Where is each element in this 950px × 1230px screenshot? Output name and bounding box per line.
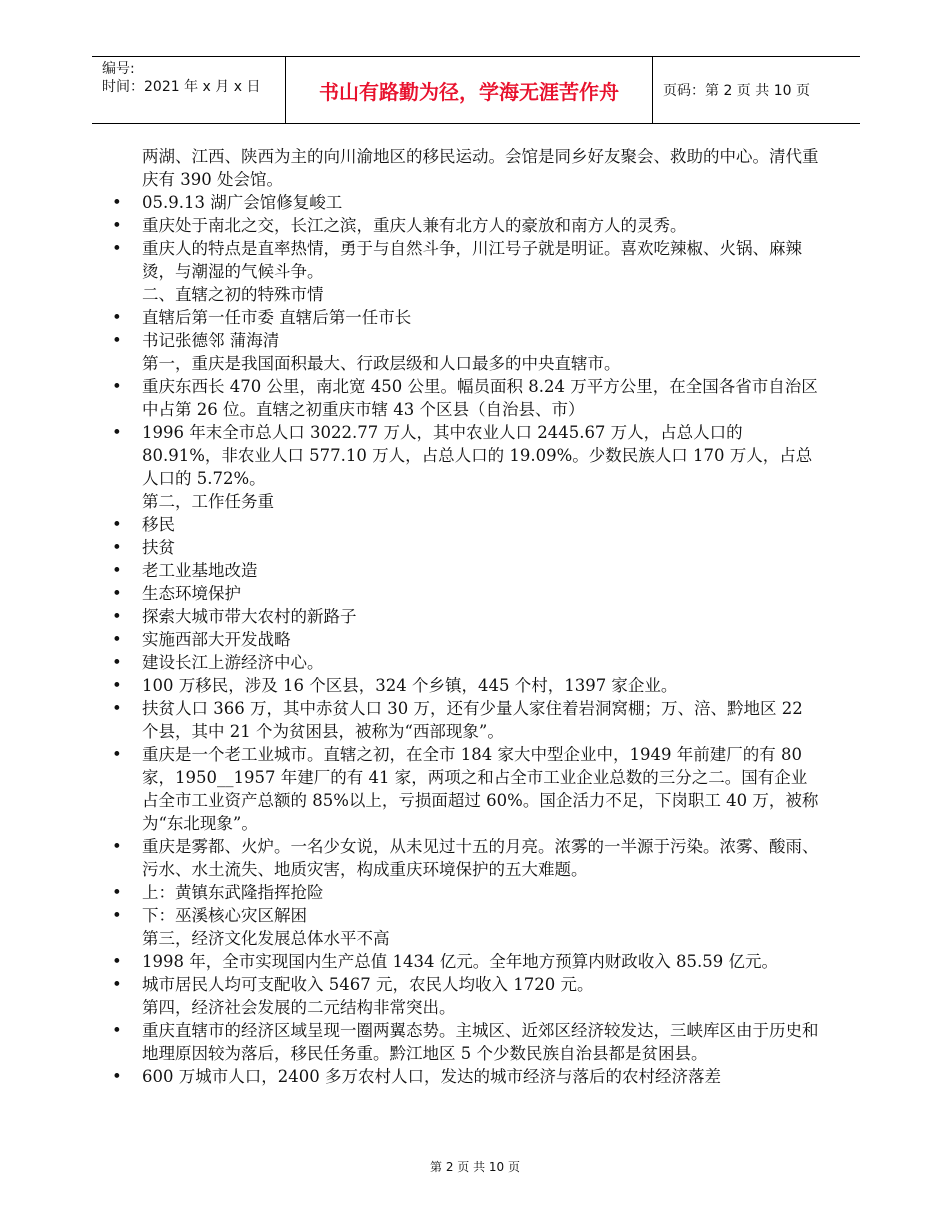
- bullet-dot: •: [112, 653, 122, 672]
- bullet-text: 1996 年末全市总人口 3022.77 万人，其中农业人口 2445.67 万人，占总人口的 80.91%，非农业人口 577.10 万人，占总人口的 19.09%。少数民族人口 170 万人，占总人口的 5.72%。: [142, 423, 813, 488]
- document-body: [112, 145, 822, 1088]
- bullet-text: 老工业基地改造: [142, 561, 258, 580]
- bullet-item: [112, 582, 822, 605]
- bullet-item: [112, 835, 822, 881]
- bullet-dot: •: [112, 308, 122, 327]
- bullet-item: [112, 904, 822, 927]
- bullet-dot: •: [112, 331, 122, 350]
- header-page-number: 页码：第 2 页 共 10 页: [663, 83, 810, 99]
- bullet-dot: •: [112, 515, 122, 534]
- paragraph: 第三，经济文化发展总体水平不高: [142, 929, 390, 948]
- bullet-text: 直辖后第一任市委 直辖后第一任市长: [142, 308, 412, 327]
- bullet-dot: •: [112, 584, 122, 603]
- bullet-text: 扶贫人口 366 万，其中赤贫人口 30 万，还有少量人家住着岩洞窝棚；万、涪、黔地区 22 个县，其中 21 个为贫困县，被称为“西部现象”。: [142, 699, 803, 741]
- bullet-dot: •: [112, 676, 122, 695]
- bullet-item: [112, 674, 822, 697]
- bullet-dot: •: [112, 1067, 122, 1086]
- bullet-text: 重庆东西长 470 公里，南北宽 450 公里。幅员面积 8.24 万平方公里，在全国各省市自治区中占第 26 位。直辖之初重庆市辖 43 个区县（自治县、市）: [142, 377, 818, 419]
- bullet-item: [112, 950, 822, 973]
- bullet-text: 重庆是雾都、火炉。一名少女说，从未见过十五的月亮。浓雾的一半源于污染。浓雾、酸雨、污水、水土流失、地质灾害，构成重庆环境保护的五大难题。: [142, 837, 819, 879]
- paragraph: 二、直辖之初的特殊市情: [142, 285, 324, 304]
- document-number-label: 编号:: [102, 61, 135, 77]
- bullet-dot: •: [112, 561, 122, 580]
- bullet-text: 重庆人的特点是直率热情，勇于与自然斗争，川江号子就是明证。喜欢吃辣椒、火锅、麻辣烫，与潮湿的气候斗争。: [142, 239, 802, 281]
- bullet-text: 重庆处于南北之交，长江之滨，重庆人兼有北方人的豪放和南方人的灵秀。: [142, 216, 687, 235]
- bullet-dot: •: [112, 906, 122, 925]
- bullet-item: [112, 237, 822, 283]
- bullet-item: [112, 214, 822, 237]
- bullet-item: [112, 743, 822, 835]
- bullet-text: 书记张德邻 蒲海清: [142, 331, 280, 350]
- paragraph: 第四，经济社会发展的二元结构非常突出。: [142, 998, 456, 1017]
- bullet-text: 实施西部大开发战略: [142, 630, 291, 649]
- bullet-item: [112, 1019, 822, 1065]
- bullet-item: [112, 605, 822, 628]
- paragraph: 两湖、江西、陕西为主的向川渝地区的移民运动。会馆是同乡好友聚会、救助的中心。清代重庆有 390 处会馆。: [142, 147, 819, 189]
- bullet-item: [112, 375, 822, 421]
- bullet-dot: •: [112, 837, 122, 856]
- bullet-item: [112, 191, 822, 214]
- bullet-text: 移民: [142, 515, 175, 534]
- bullet-dot: •: [112, 193, 122, 212]
- bullet-text: 05.9.13 湖广会馆修复峻工: [142, 193, 343, 212]
- document-date: 时间：2021 年 x 月 x 日: [102, 79, 261, 95]
- header-motto: 书山有路勤为径，学海无涯苦作舟: [286, 57, 653, 123]
- bullet-item: [112, 513, 822, 536]
- bullet-dot: •: [112, 607, 122, 626]
- bullet-item: [112, 536, 822, 559]
- page-footer: 第 2 页 共 10 页: [430, 1160, 520, 1174]
- bullet-item: [112, 651, 822, 674]
- bullet-text: 100 万移民，涉及 16 个区县，324 个乡镇，445 个村，1397 家企业。: [142, 676, 678, 695]
- page-header: [92, 56, 860, 124]
- bullet-dot: •: [112, 699, 122, 718]
- bullet-dot: •: [112, 538, 122, 557]
- bullet-dot: •: [112, 377, 122, 396]
- bullet-text: 重庆是一个老工业城市。直辖之初，在全市 184 家大中型企业中，1949 年前建厂的有 80 家，1950__1957 年建厂的有 41 家，两项之和占全市工业企业总数的三分之二。国有企业占全市工业资产总额的 85%以上，亏损面超过 60%。国企活力不足，下岗职工 40 万，被称为“东北现象”。: [142, 745, 819, 833]
- bullet-text: 城市居民人均可支配收入 5467 元，农民人均收入 1720 元。: [142, 975, 594, 994]
- bullet-dot: •: [112, 239, 122, 258]
- header-meta: [92, 57, 286, 123]
- bullet-item: [112, 559, 822, 582]
- bullet-text: 上：黄镇东武隆指挥抢险: [142, 883, 324, 902]
- bullet-dot: •: [112, 1021, 122, 1040]
- bullet-dot: •: [112, 883, 122, 902]
- paragraph: 第一，重庆是我国面积最大、行政层级和人口最多的中央直辖市。: [142, 354, 621, 373]
- bullet-dot: •: [112, 423, 122, 442]
- bullet-item: [112, 421, 822, 490]
- bullet-item: [112, 881, 822, 904]
- bullet-text: 600 万城市人口，2400 多万农村人口，发达的城市经济与落后的农村经济落差: [142, 1067, 721, 1086]
- bullet-item: [112, 973, 822, 996]
- bullet-dot: •: [112, 630, 122, 649]
- bullet-dot: •: [112, 975, 122, 994]
- bullet-text: 建设长江上游经济中心。: [142, 653, 324, 672]
- bullet-text: 探索大城市带大农村的新路子: [142, 607, 357, 626]
- bullet-text: 1998 年，全市实现国内生产总值 1434 亿元。全年地方预算内财政收入 85.59 亿元。: [142, 952, 778, 971]
- bullet-item: [112, 306, 822, 329]
- bullet-item: [112, 1065, 822, 1088]
- bullet-text: 重庆直辖市的经济区域呈现一圈两翼态势。主城区、近郊区经济较发达，三峡库区由于历史和地理原因较为落后，移民任务重。黔江地区 5 个少数民族自治县都是贫困县。: [142, 1021, 819, 1063]
- bullet-text: 扶贫: [142, 538, 175, 557]
- paragraph: 第二，工作任务重: [142, 492, 274, 511]
- bullet-text: 生态环境保护: [142, 584, 241, 603]
- bullet-dot: •: [112, 216, 122, 235]
- bullet-item: [112, 329, 822, 352]
- bullet-item: [112, 628, 822, 651]
- bullet-dot: •: [112, 952, 122, 971]
- bullet-text: 下：巫溪核心灾区解困: [142, 906, 307, 925]
- bullet-item: [112, 697, 822, 743]
- bullet-dot: •: [112, 745, 122, 764]
